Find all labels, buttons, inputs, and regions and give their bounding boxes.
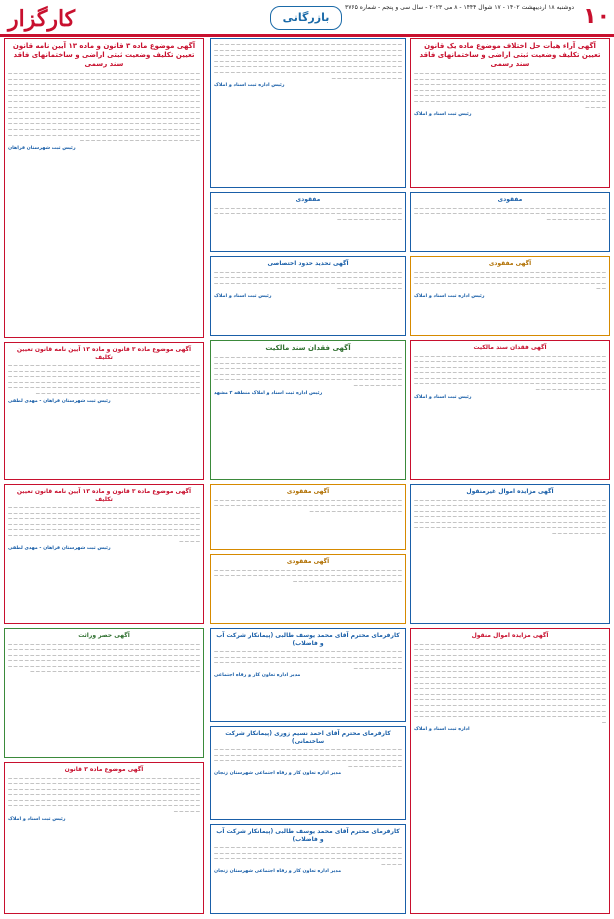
page-header: [0, 0, 614, 37]
notice-body: — — — — — — — — — — — — — — — — — — — — — — — — — — — — — — — — — — — — — — — — — — — — — — — — — — — — — — — — — — — — — — — — — — — — — — — — — — — — — — — — — — — — — — — — — — — — — — — — — — — — — — — — — — — — — — — — — — — — — — — — — — — — — — — — — — — — — — — — — — — — — — — — — — — — — — — — — — — — — — — — — — — — — — — — — — — — — — — — — — — — — — — — — — — — — — — — — — — — — — — — — — — — —: [8, 363, 200, 396]
notice-signature: رئیس ثبت شهرستان فراهان - مهدی لطفی: [8, 398, 111, 404]
notice-title: آگهی حصر وراثت: [78, 632, 130, 639]
notice-box: [4, 38, 204, 338]
notice-body: — — — — — — — — — — — — — — — — — — — — — — — — — — — — — — — — — — — — — — — — — — — — — — — — — — — — — — — — — — — — — — — — — — — — — — — — — — — — — — — — — — — — — — — — — — — — — — — — — — — — — — — — — — — — — — — — — — — — — — — — — — — — — — — — — — — — — — — — — — — — — — — — — — — — — — — — — — — — — — — — — — — — — — — — — — — — — — — — — — — — — — — — — — — — — — — — — — — — — — — — — — — — — — — — — — — — — — — — — — — — — — — — — — — — — — — — — — — — — — — — — — — — — — — — — — — — — — — — — — — — — — — — — — — — — — — — — — — — — — — — — — — — — — — — — — — — — — — — — — — — — — — — — — — — — — — — — — — — — — — — — — — — — — — — — — — — — — — — — — — — — — — — — — — — — — — — — — — — — — — — — — — — — — — — — — — — — — — — — — — — — — — — — — — — — — — — — — — — — — — — — — — — — — — — — — — — — — — — — — — — — — — — — — — — — — — — — — — — — — — — — —: [8, 71, 200, 144]
notice-body: — — — — — — — — — — — — — — — — — — — — — — — — — — — — — — — — — — — — — — — — — — — — — — — — — — — — — — — — — — — — — — — — — — — — — — — — — — — — — — — — — — — — — — — — — — — — — — — — — — — — — — — — — — — — — — — — — — — — — — — — — — — — — — — — — — — — — — — — — — — — — — — — — — — — — — — — — — — — — — — — — — — — — — — — — — — — — — — — — — — — — — — — — — — — — — — — — — — — — — — — — — — — — — — — — — — — — — — — — — — —: [414, 497, 606, 537]
notice-title: آگهی تحدید حدود اختصاصی: [267, 260, 349, 267]
notice-box: [410, 256, 610, 336]
notice-body: — — — — — — — — — — — — — — — — — — — — — — — — — — — — — — — — — — — — — — — — — — — — — — — — — — — — — — — — — — — — — — — — — — — — — — — — — — — — — — — — — — — — — — — — — — — — — — — — — — — — — — — — — — — — — — — —: [214, 747, 402, 769]
notice-title: مفقودی: [497, 196, 523, 203]
notice-body: — — — — — — — — — — — — — — — — — — — — — — — — — — — — — — — — — — — — — — — — — — — — — — — — — — — — — — — — — — — — — — — — — — — — — — — — — — — — — — — — — — — — — — — — — — — — — — — — — — — — — — — — — —: [214, 845, 402, 867]
notice-title: آگهی مفقودی: [488, 260, 532, 267]
notice-body: — — — — — — — — — — — — — — — — — — — — — — — — — — — — — — — — — — — — — — — — — — — — — — — — — — — — — — — — — — — — — — — — — — — — — — — — — — — — — — — — — — — — — — — — — — — — — — — — — — — — — — — — — — — — — — — — — —: [214, 269, 402, 292]
date-line: دوشنبه ۱۸ اردیبهشت ۱۴۰۲ - ۱۷ شوال ۱۴۴۴ - ۸ می ۲۰۲۳ - سال سی و پنجم - شماره ۳۷۶۵: [344, 4, 574, 11]
notice-title: کارفرمای محترم آقای احمد نسیم زوری (پیمانکار شرکت ساختمانی): [225, 730, 391, 745]
notice-body: — — — — — — — — — — — — — — — — — — — — — — — — — — — — — — — — — — — — — — — — — — — — — — — — — — — — — — — — — — — — — — — — — — — — — — — — — — — — — — — — — — — — — — — — — — — — — — — — — — — — — — — — — — — — — — — — — — — — — — — — — — — — — — — — — — — — — — — — — — — — — — — — — — — — — — — — — — — — — — — — — — — — — — — — — — — — — — — — — — — — — — — — — — — — — — — — — — — — — — — — — — — — — — — — — — — — — —: [8, 505, 200, 544]
notice-signature: رئیس ثبت شهرستان فراهان - مهدی لطفی: [8, 546, 111, 552]
notice-title: کارفرمای محترم آقای محمد یوسف طالبی (پیمانکار شرکت آب و فاضلاب): [216, 632, 400, 647]
notice-box: [4, 762, 204, 914]
page-number: ۱۰: [583, 4, 610, 29]
notice-title: مفقودی: [295, 196, 321, 203]
notice-signature: رئیس اداره ثبت اسناد و املاک: [214, 83, 285, 89]
notice-title: آگهی آراء هیأت حل اختلاف موضوع ماده یک قانون تعیین تکلیف وضعیت ثبتی اراضی و ساختمانهای فاقد سند رسمی: [419, 42, 601, 68]
notice-box: [210, 726, 406, 820]
notice-box: [410, 192, 610, 252]
notice-box: [410, 628, 610, 914]
notice-signature: مدیر اداره تعاون کار و رفاه اجتماعی: [214, 673, 301, 679]
notice-title: آگهی مفقودی: [286, 488, 330, 495]
notice-box: [210, 192, 406, 252]
notice-signature: مدیر اداره تعاون کار و رفاه اجتماعی شهرستان زنجان: [214, 771, 342, 777]
notice-box: [210, 824, 406, 914]
notice-signature: مدیر اداره تعاون کار و رفاه اجتماعی شهرستان زنجان: [214, 869, 342, 875]
notice-box: [4, 342, 204, 480]
notice-body: — — — — — — — — — — — — — — — — — — — — — — — — — — — — — — — — — — — — — — — — — — — — — — — — — — — — — — — — — — — — — — — — — — — — — — — — — — — — — — — — — — — — — — — — — — — — — — — — — — — — — — — — — — — — — — —: [214, 649, 402, 671]
notice-title: آگهی مزایده اموال منقول: [471, 632, 549, 639]
notice-title: آگهی فقدان سند مالکیت: [265, 344, 351, 352]
notice-signature: رئیس ثبت اسناد و املاک: [414, 112, 472, 118]
notice-signature: رئیس ثبت شهرستان فراهان: [8, 145, 76, 151]
notice-body: — — — — — — — — — — — — — — — — — — — — — — — — — — — — — — — — — — — — — — — — — — — — — — — — — — — — — — — — — — — — — — — — — — — — — — — — — — — — — — — — — — — — — — — — — — — — — — — — — — — — — — — — — — — — — — — — — — — — — — — — — — — — — — — — — — — — — — — — — — — — — — — — — — — — — — — — — — — — — — — — — — — — — — — — — — — — — — — — — — —: [214, 355, 402, 388]
notice-signature: رئیس ثبت اسناد و املاک: [414, 394, 472, 400]
notice-box: [4, 628, 204, 758]
notice-body: — — — — — — — — — — — — — — — — — — — — — — — — — — — — — — — — — — — — — — — — — — — — — — — — — — — — — — — — — — — — — — — — — — — — — — — — — — — — — — — — — — — — — — — — — — — — — — — — — — — — — — — — — — —: [414, 269, 606, 292]
notice-signature: رئیس اداره ثبت اسناد و املاک: [414, 293, 485, 299]
notice-body: — — — — — — — — — — — — — — — — — — — — — — — — — — — — — — — — — — — — — — — — — — — — — — — — — — — — — — — — — — — — — — — — — — — — — — — — — — — — — — — — — — — — —: [214, 497, 402, 514]
notice-box: [410, 484, 610, 624]
notice-body: — — — — — — — — — — — — — — — — — — — — — — — — — — — — — — — — — — — — — — — — — — — — — — — — — — — — — — — — — — — — — — — — — — — — — — — — — — — — — — — — —: [414, 205, 606, 222]
notice-body: — — — — — — — — — — — — — — — — — — — — — — — — — — — — — — — — — — — — — — — — — — — — — — — — — — — — — — — — — — — — — — — — — — — — — — — — — — — — — — — — — — — — — — — — — — — — — — — — — — — — — — — — — — — — — — — — — — — — — — — — — — — — — — — — — — — — — — — — — — — — — — — — — — — — — — — — — — — — — — — — — — — — — — — — — — — — — — — — — — — — — — — — — — — — — — — — — — — — — — — — — — — — — — — — — — — — — — —: [8, 775, 200, 815]
notice-box: [410, 340, 610, 480]
notice-title: آگهی موضوع ماده ۳ قانون و ماده ۱۳ آیین نامه قانون تعیین تکلیف: [16, 346, 192, 361]
notice-signature: اداره ثبت اسناد و املاک: [414, 727, 470, 733]
notice-signature: رئیس ثبت اسناد و املاک: [214, 293, 272, 299]
notice-box: [210, 340, 406, 480]
notice-box: [410, 38, 610, 188]
notice-title: آگهی موضوع ماده ۳ قانون و ماده ۱۳ آیین نامه قانون تعیین تکلیف: [16, 488, 192, 503]
notice-body: — — — — — — — — — — — — — — — — — — — — — — — — — — — — — — — — — — — — — — — — — — — — — — — — — — — — — — — — — — — — — — — — — — — — — — — — — — — — — — — — — — — — — — — —: [214, 567, 402, 584]
publication-logo: بازرگانی: [270, 6, 342, 30]
notice-box: [210, 256, 406, 336]
notice-body: — — — — — — — — — — — — — — — — — — — — — — — — — — — — — — — — — — — — — — — — — — — — — — — — — — — — — — — — — — — — — — — — — — — — — — — — — — — — — — — — — — — — — — — — — — — — — — — — — — — — — — — — — — — — — — — — — — — — — — — — — — — — — — — — — — — — — — — — — — — — — — — — — — — — — — — — — — — — — — — — — — — — — — — — — — — — — — — — — — — — — — — — — — — — — — — — — — — — — — — — — — — — — — — — — — — — — — — — —: [214, 42, 402, 81]
notice-title: آگهی مفقودی: [286, 558, 330, 565]
notice-box: [210, 554, 406, 624]
notice-box: [210, 484, 406, 550]
notice-body: — — — — — — — — — — — — — — — — — — — — — — — — — — — — — — — — — — — — — — — — — — — — — — — — — — — — — — — — — — — — — — — — — — — — — — — — — — — — — — — — — — — — — — — — — — — — — — — — — — — — — — — — — — — — — — — — — — — — — — — — — — — — — — — — — — — — — — — — — — — — — — — — — — — — — — — — — — — — — — — — — — — — — — — — — — — — — — — — — — — — — — — — — — — — — — — — — — — — — — — — — — — — — — — — — — — — — — — — — — — — — — —: [414, 353, 606, 393]
notice-title: آگهی موضوع ماده ۳ قانون و ماده ۱۳ آیین نامه قانون تعیین تکلیف وضعیت ثبتی اراضی و ساختمانهای فاقد سند رسمی: [12, 42, 196, 68]
notice-box: [210, 38, 406, 188]
notice-box: [210, 628, 406, 722]
notice-title: آگهی مزایده اموال غیرمنقول: [466, 488, 554, 495]
notice-title: کارفرمای محترم آقای محمد یوسف طالبی (پیمانکار شرکت آب و فاضلاب): [216, 828, 400, 843]
notice-box: [4, 484, 204, 624]
notice-body: — — — — — — — — — — — — — — — — — — — — — — — — — — — — — — — — — — — — — — — — — — — — — — — — — — — — — — — — — — — — — — — — — — — — — — — — — — — — — — — — — — — — — — — — — — — — — — — — — — — — — — — — — — — — — — — — — — — — — — — — — — — — — — — — — — — — — — — — — — — — — — — — — — — — — — — — — — — — — — — — — — — — — — — — — — — — — — — — — — — — — — — — — — — — — — — — — — — — — — — — — — — — — —: [8, 641, 200, 675]
notice-body: — — — — — — — — — — — — — — — — — — — — — — — — — — — — — — — — — — — — — — — — — — — — — — — — — — — — — — — — — — — — — — — — — — — — — — — — — — — — — — — —: [214, 205, 402, 222]
notice-signature: رئیس اداره ثبت اسناد و املاک منطقه ۲ مشهد: [214, 390, 323, 396]
notice-body: — — — — — — — — — — — — — — — — — — — — — — — — — — — — — — — — — — — — — — — — — — — — — — — — — — — — — — — — — — — — — — — — — — — — — — — — — — — — — — — — — — — — — — — — — — — — — — — — — — — — — — — — — — — — — — — — — — — — — — — — — — — — — — — — — — — — — — — — — — — — — — — — — — — — — — — — — — — — — — — — — — — — — — — — — — — — — — — — — — — — — — — — — — — — — — — — — — — — — — — — — — — — — — — — — — — — — —: [414, 71, 606, 110]
section-title: کارگزار: [8, 6, 76, 32]
notice-title: آگهی موضوع ماده ۳ قانون: [64, 766, 144, 773]
notice-body: — — — — — — — — — — — — — — — — — — — — — — — — — — — — — — — — — — — — — — — — — — — — — — — — — — — — — — — — — — — — — — — — — — — — — — — — — — — — — — — — — — — — — — — — — — — — — — — — — — — — — — — — — — — — — — — — — — — — — — — — — — — — — — — — — — — — — — — — — — — — — — — — — — — — — — — — — — — — — — — — — — — — — — — — — — — — — — — — — — — — — — — — — — — — — — — — — — — — — — — — — — — — — — — — — — — — — — — — — — — — — — — — — — — — — — — — — — — — — — — — — — — — — — — — — — — — — — — — — — — — — — — — — — — — — — — — — — — — — — — — — — — — — — — — — — — — — — — — — — — — — — — — — — — — — — — — — — — — — — — — — — — — — — — — — — — — — — — — — — — — — — — — — — — — — — — — — — — — — — — — — — — — — — — — — — — — — — — — — — — — — — — — — — — — — — — — — — — — — — — — — — — — — — — — — — — — — — — — — — — — — — — — — — — — — — — — — — — — — — — — — — — — — — — — — — — — — — — — — — — — — — — — — — — — — — — — — — — — — — — — — — — — — — — — — — —: [414, 641, 606, 725]
notice-title: آگهی فقدان سند مالکیت: [473, 344, 547, 351]
notice-signature: رئیس ثبت اسناد و املاک: [8, 816, 66, 822]
